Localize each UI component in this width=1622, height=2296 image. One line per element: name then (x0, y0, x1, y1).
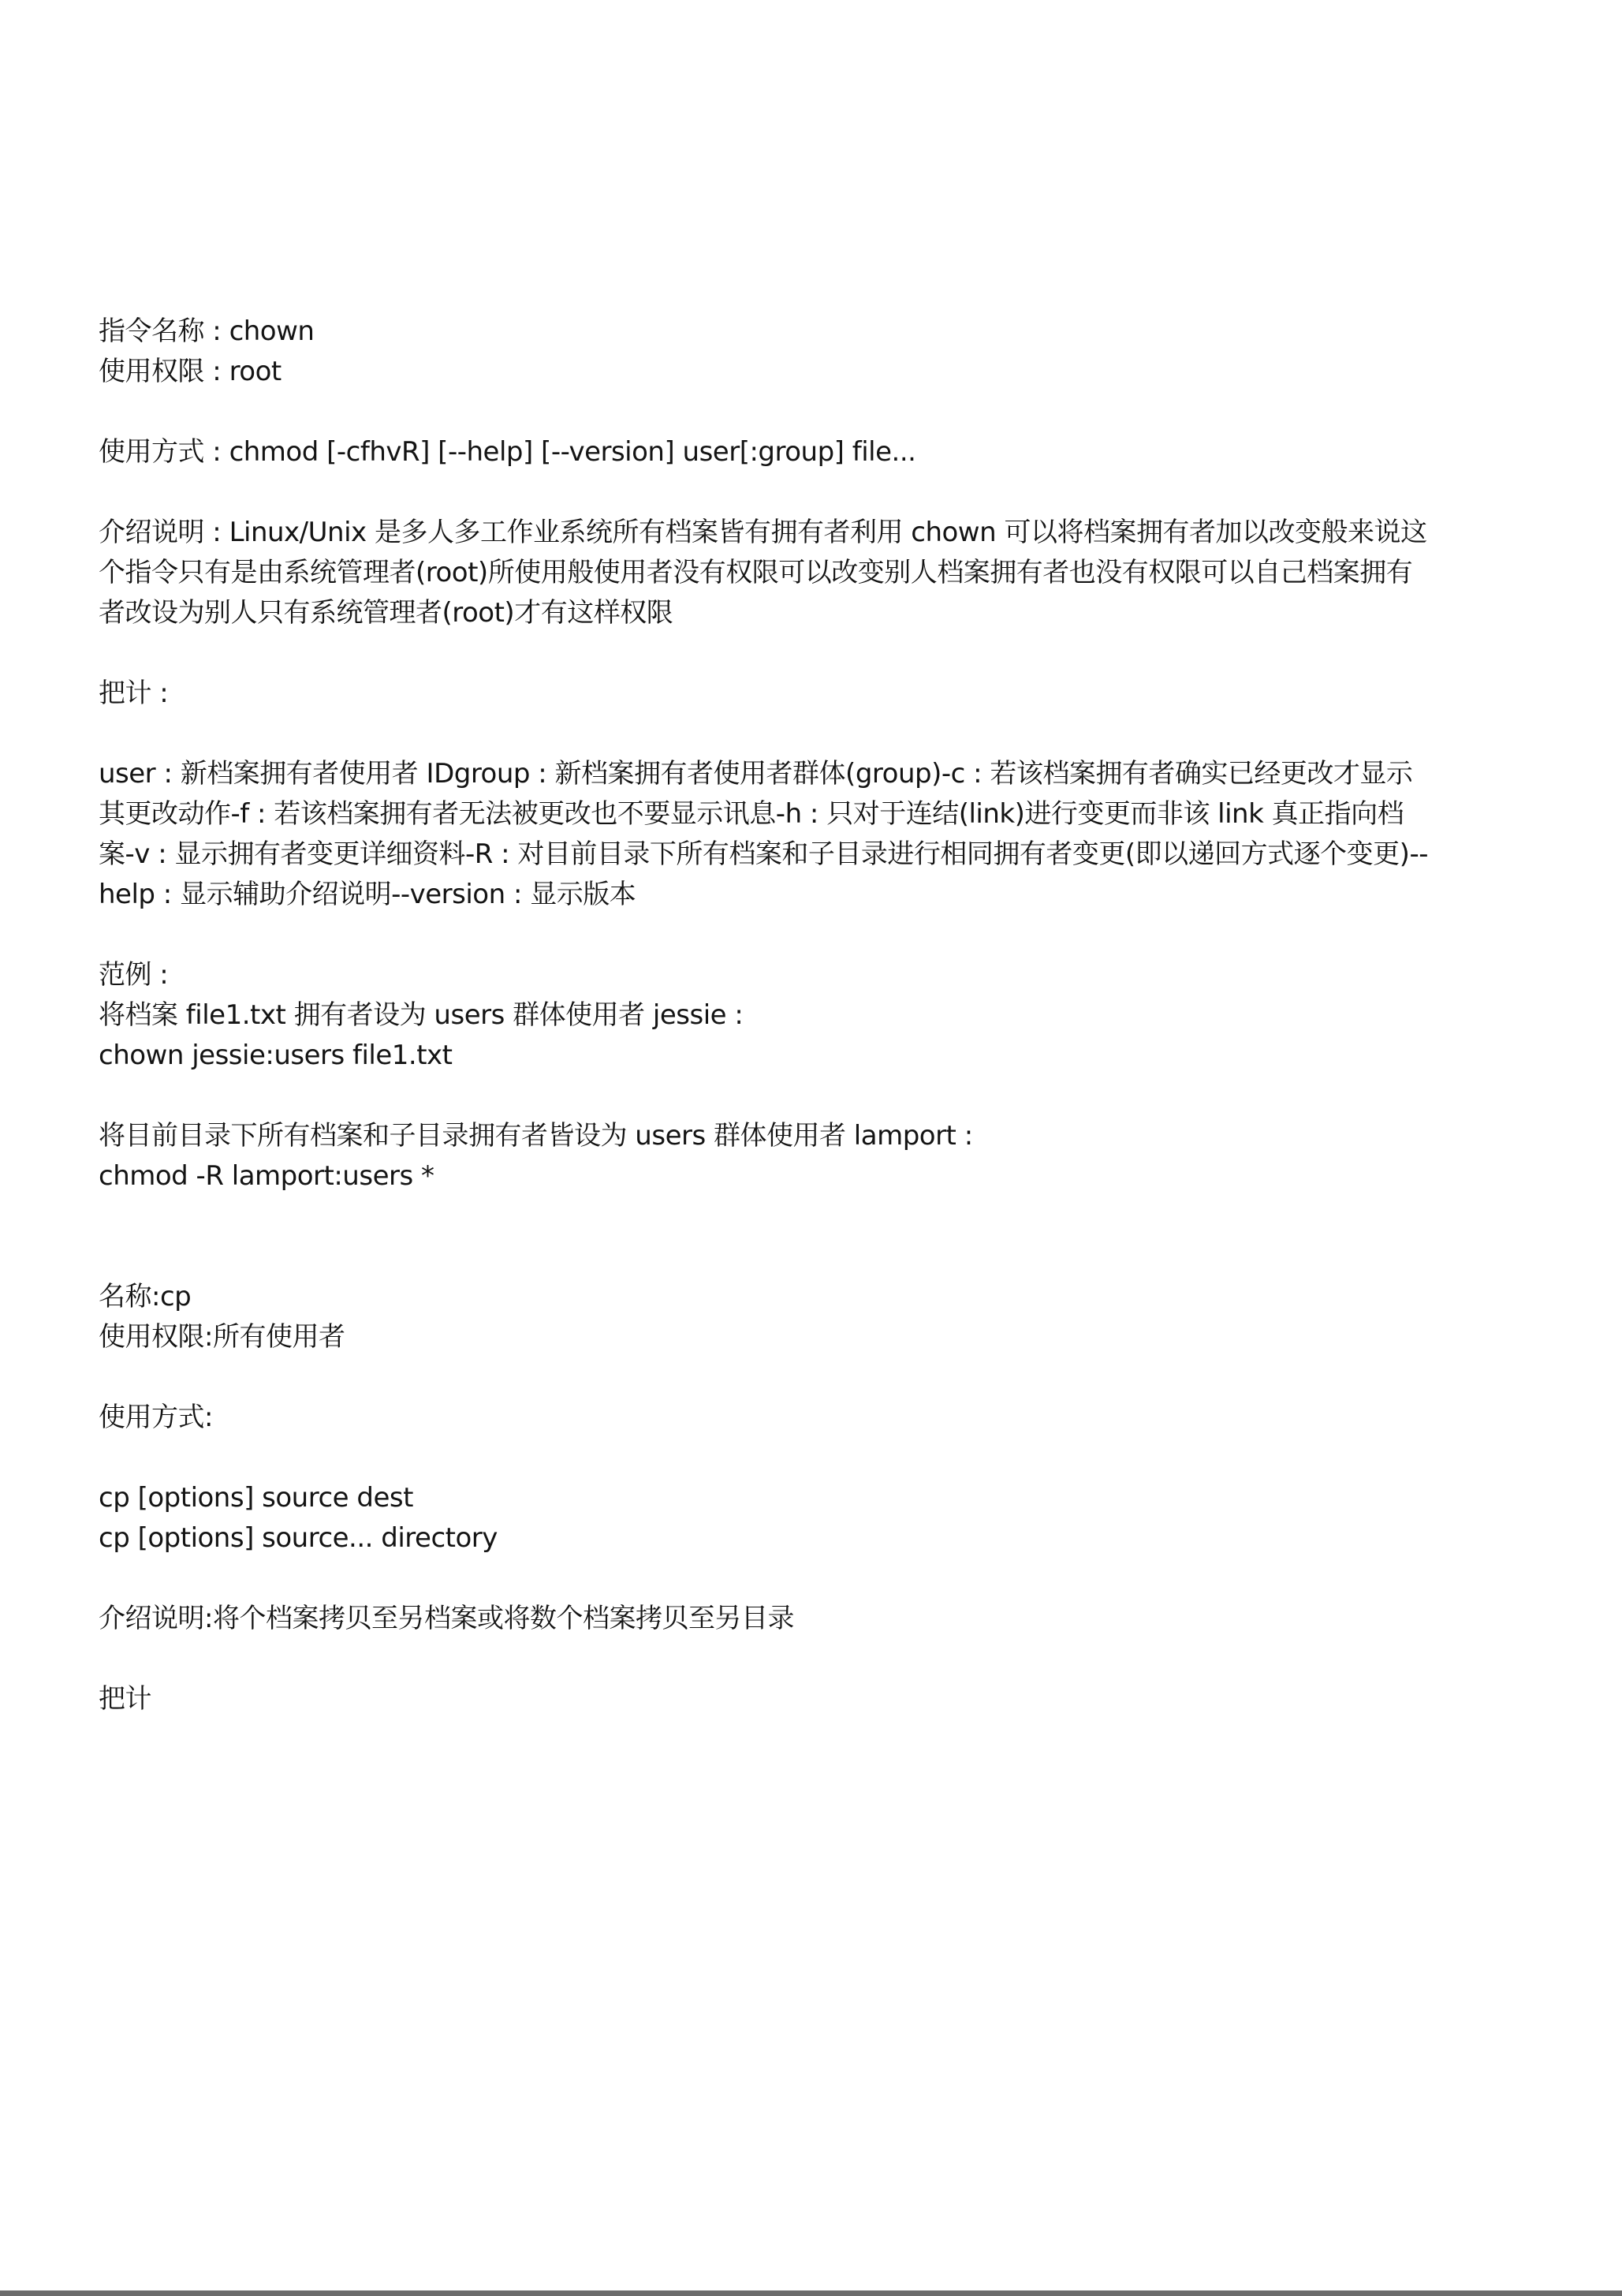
chown-examples-heading: 范例 : (99, 959, 169, 991)
spacer (99, 392, 1439, 432)
chown-permission-line: 使用权限 : root (99, 356, 282, 387)
spacer (99, 1639, 1439, 1679)
spacer (99, 1197, 1439, 1277)
chown-description: 介绍说明 : Linux/Unix 是多人多工作业系统所有档案皆有拥有者利用 chown 可以将档案拥有者加以改变般来说这个指令只有是由系统管理者(root)所使用般使用者没有权限可以改变别人档案拥有者也没有权限可以自己档案拥有者改设为别人只有系统管理者(root)才有这样权限 (99, 517, 1427, 629)
spacer (99, 1438, 1439, 1478)
cp-description: 介绍说明:将个档案拷贝至另档案或将数个档案拷贝至另目录 (99, 1603, 794, 1634)
spacer (99, 472, 1439, 513)
spacer (99, 915, 1439, 955)
cp-permission-line: 使用权限:所有使用者 (99, 1321, 345, 1353)
page-bottom-border (0, 2290, 1622, 2296)
chown-example1-desc: 将档案 file1.txt 拥有者设为 users 群体使用者 jessie : (99, 999, 744, 1031)
chown-example2-desc: 将目前目录下所有档案和子目录拥有者皆设为 users 群体使用者 lamport : (99, 1120, 973, 1152)
spacer (99, 1559, 1439, 1599)
chown-example1-cmd: chown jessie:users file1.txt (99, 1040, 453, 1071)
chown-name-line: 指令名称 : chown (99, 315, 315, 347)
chown-example2-cmd: chmod -R lamport:users * (99, 1160, 434, 1192)
cp-usage-heading: 使用方式: (99, 1402, 213, 1433)
chown-params-heading: 把计 : (99, 678, 169, 709)
cp-params-heading: 把计 (99, 1683, 151, 1715)
chown-params-text: user : 新档案拥有者使用者 IDgroup : 新档案拥有者使用者群体(group)-c : 若该档案拥有者确实已经更改才显示其更改动作-f : 若该档案拥有者无法被更改也不要显示讯息-h : 只对于连结(link)进行变更而非该 link 真正指向档案-v : 显示拥有者变更详细资料-R : 对目前目录下所有档案和子目录进行相同拥有者变更(即以递回方式逐个变更)--help : 显示辅助介绍说明--version : 显示版本 (99, 758, 1428, 910)
cp-name-line: 名称:cp (99, 1281, 192, 1312)
spacer (99, 633, 1439, 674)
spacer (99, 714, 1439, 754)
spacer (99, 1076, 1439, 1116)
document-body (99, 312, 1439, 1719)
cp-usage-1: cp [options] source dest (99, 1482, 413, 1514)
spacer (99, 1357, 1439, 1398)
cp-usage-2: cp [options] source... directory (99, 1522, 498, 1554)
chown-usage-line: 使用方式 : chmod [-cfhvR] [--help] [--version] user[:group] file... (99, 436, 916, 468)
